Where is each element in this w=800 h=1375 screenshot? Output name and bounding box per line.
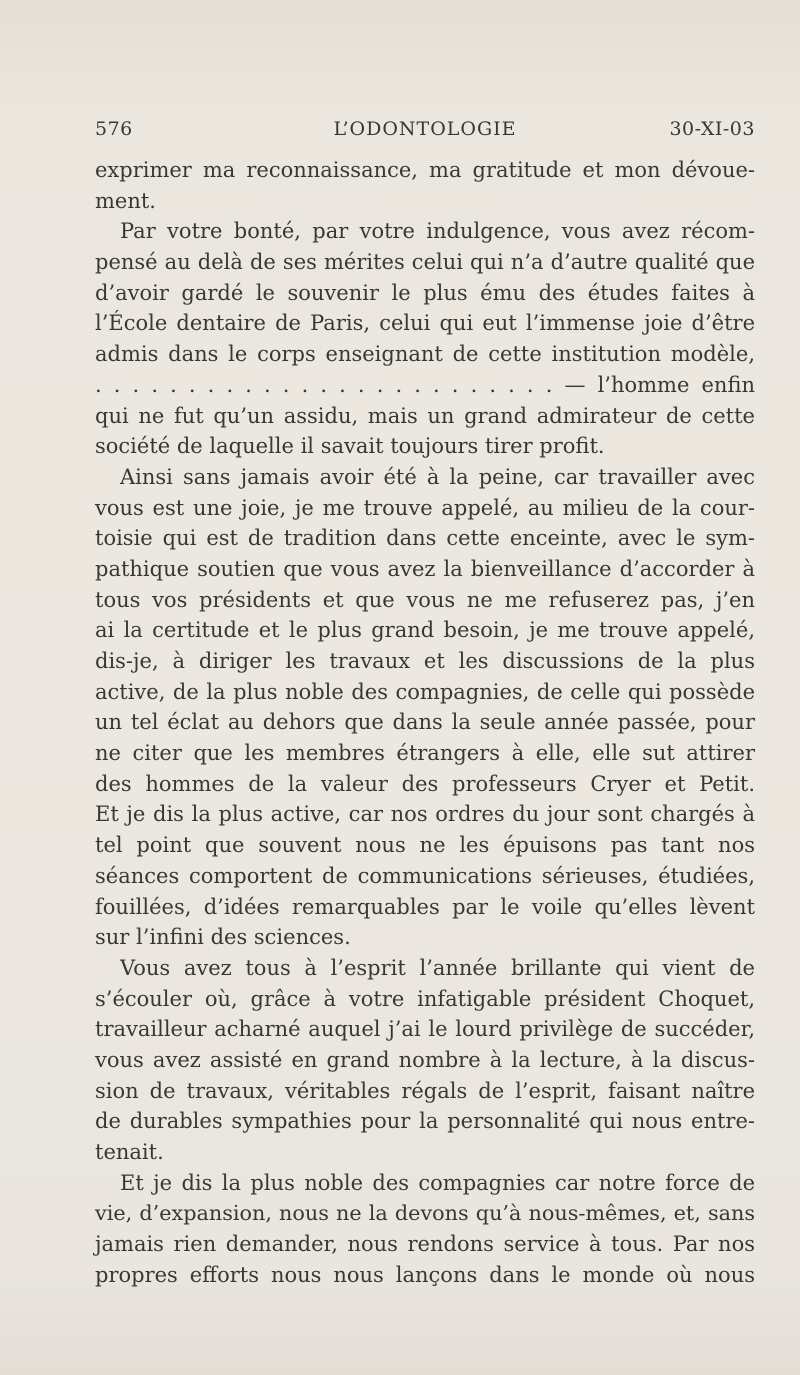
text-line: Par votre bonté, par votre indulgence, vous avez récom- (120, 219, 755, 244)
text-line: ne citer que les membres étrangers à elle, elle sut attirer (95, 741, 755, 766)
text-line: . . . . . . . . . . . . . . . . . . . . . . . . . — l’homme enfin (95, 372, 755, 397)
text-line: vie, d’expansion, nous ne la devons qu’à nous-mêmes, et, sans (95, 1201, 755, 1226)
text-line: des hommes de la valeur des professeurs Cryer et Petit. (95, 771, 755, 796)
issue-date: 30-XI-03 (669, 118, 755, 140)
text-line: tel point que souvent nous ne les épuisons pas tant nos (95, 833, 755, 858)
text-line: jamais rien demander, nous rendons service à tous. Par nos (95, 1232, 755, 1257)
text-line: vous avez assisté en grand nombre à la lecture, à la discus- (95, 1047, 755, 1072)
text-line: s’écouler où, grâce à votre infatigable président Choquet, (95, 986, 755, 1011)
text-line: fouillées, d’idées remarquables par le voile qu’elles lèvent (95, 894, 755, 919)
text-line: ment. (95, 188, 156, 213)
text-line: sur l’infini des sciences. (95, 925, 351, 950)
text-line: Vous avez tous à l’esprit l’année brillante qui vient de (120, 955, 755, 980)
text-line: séances comportent de communications sérieuses, étudiées, (95, 863, 755, 888)
text-line: Et je dis la plus noble des compagnies car notre force de (120, 1170, 755, 1195)
running-title: L’ODONTOLOGIE (333, 118, 517, 140)
text-line: société de laquelle il savait toujours tirer profit. (95, 434, 605, 459)
body-text (95, 155, 755, 1290)
text-line: tous vos présidents et que vous ne me refuserez pas, j’en (95, 587, 755, 612)
text-line: travailleur acharné auquel j’ai le lourd privilège de succéder, (95, 1017, 755, 1042)
text-line: ai la certitude et le plus grand besoin, je me trouve appelé, (95, 618, 755, 643)
text-line: propres efforts nous nous lançons dans le monde où nous (95, 1262, 755, 1287)
text-line: un tel éclat au dehors que dans la seule année passée, pour (95, 710, 755, 735)
text-line: Ainsi sans jamais avoir été à la peine, car travailler avec (120, 464, 755, 489)
text-line: toisie qui est de tradition dans cette enceinte, avec le sym- (95, 526, 755, 551)
text-line: Et je dis la plus active, car nos ordres du jour sont chargés à (95, 802, 755, 827)
running-header (95, 118, 755, 148)
text-line: qui ne fut qu’un assidu, mais un grand admirateur de cette (95, 403, 755, 428)
text-line: de durables sympathies pour la personnalité qui nous entre- (95, 1109, 755, 1134)
text-line: active, de la plus noble des compagnies, de celle qui possède (95, 679, 755, 704)
text-line: admis dans le corps enseignant de cette institution modèle, (95, 342, 755, 367)
text-line: pathique soutien que vous avez la bienveillance d’accorder à (95, 556, 755, 581)
text-line: tenait. (95, 1140, 164, 1164)
text-line: pensé au delà de ses mérites celui qui n’a d’autre qualité que (95, 250, 755, 275)
text-line: vous est une joie, je me trouve appelé, au milieu de la cour- (95, 495, 755, 520)
text-line: l’École dentaire de Paris, celui qui eut l’immense joie d’être (95, 311, 755, 336)
text-line: sion de travaux, véritables régals de l’esprit, faisant naître (95, 1078, 755, 1103)
text-line: exprimer ma reconnaissance, ma gratitude et mon dévoue- (95, 158, 755, 182)
text-line: d’avoir gardé le souvenir le plus ému des études faites à (95, 280, 755, 305)
page-number: 576 (95, 118, 133, 140)
text-line: dis-je, à diriger les travaux et les discussions de la plus (95, 649, 755, 673)
